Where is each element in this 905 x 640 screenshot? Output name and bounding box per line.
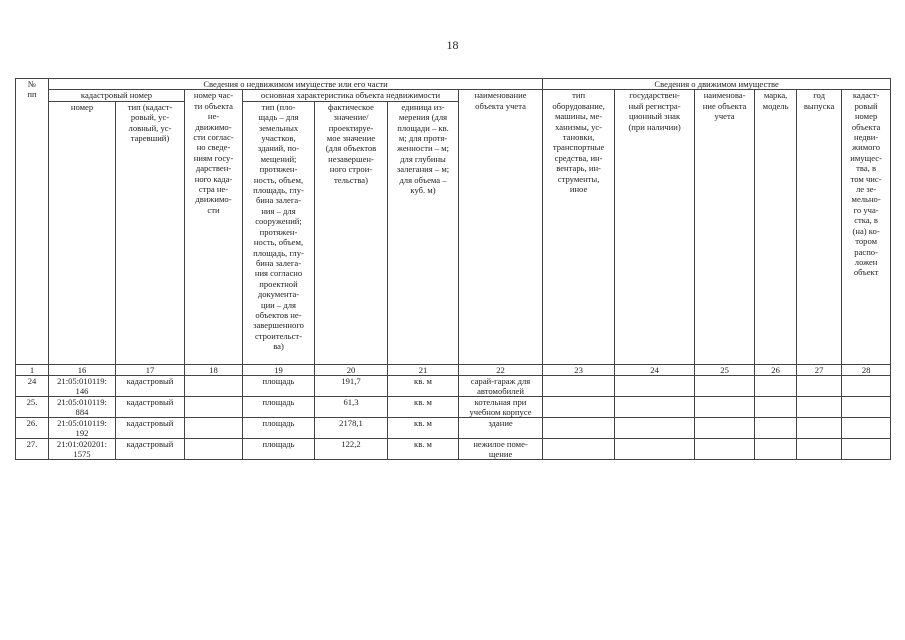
column-number: 16 xyxy=(49,364,116,375)
empty-cell xyxy=(615,417,695,438)
column-number: 1 xyxy=(16,364,49,375)
cadastral-number: 21:05:010119: 146 xyxy=(49,375,116,396)
empty-cell xyxy=(755,396,797,417)
empty-cell xyxy=(755,375,797,396)
column-number: 28 xyxy=(842,364,891,375)
object-name: здание xyxy=(459,417,543,438)
empty-cell xyxy=(695,438,755,459)
empty-cell xyxy=(842,396,891,417)
empty-cell xyxy=(755,417,797,438)
characteristic-type: площадь xyxy=(243,396,315,417)
unit: кв. м xyxy=(388,396,459,417)
empty-cell xyxy=(797,438,842,459)
column-number: 22 xyxy=(459,364,543,375)
row-no: 27. xyxy=(16,438,49,459)
table-row xyxy=(16,438,891,459)
cadastral-number-header: кадастровый номер xyxy=(49,90,185,101)
page-number: 18 xyxy=(446,38,459,52)
empty-cell xyxy=(615,396,695,417)
column-number: 17 xyxy=(116,364,185,375)
characteristic-type: площадь xyxy=(243,375,315,396)
empty-cell xyxy=(695,375,755,396)
part-number xyxy=(185,396,243,417)
characteristic-type: площадь xyxy=(243,417,315,438)
number-header: номер xyxy=(49,101,116,364)
column-number: 19 xyxy=(243,364,315,375)
empty-cell xyxy=(543,417,615,438)
part-number xyxy=(185,375,243,396)
brand-model-header: марка, модель xyxy=(755,90,797,364)
unit: кв. м xyxy=(388,417,459,438)
cadastral-type: кадастровый xyxy=(116,375,185,396)
empty-cell xyxy=(842,375,891,396)
group-movable-property-header: Сведения о движимом имуществе xyxy=(543,79,891,90)
row-no: 25. xyxy=(16,396,49,417)
part-number xyxy=(185,417,243,438)
empty-cell xyxy=(543,438,615,459)
characteristic-value: 2178,1 xyxy=(315,417,388,438)
unit: кв. м xyxy=(388,375,459,396)
column-number: 27 xyxy=(797,364,842,375)
column-numbers-row xyxy=(16,364,891,375)
characteristic-type: площадь xyxy=(243,438,315,459)
row-no: 24 xyxy=(16,375,49,396)
column-number: 18 xyxy=(185,364,243,375)
object-name: сарай-гараж для автомобилей xyxy=(459,375,543,396)
row-no: 26. xyxy=(16,417,49,438)
table-row xyxy=(16,417,891,438)
main-characteristic-header: основная характеристика объекта недвижимости xyxy=(243,90,459,101)
empty-cell xyxy=(615,375,695,396)
cadastral-type: кадастровый xyxy=(116,396,185,417)
empty-cell xyxy=(797,417,842,438)
table-row xyxy=(16,396,891,417)
cadastral-number: 21:05:010119: 884 xyxy=(49,396,116,417)
unit-header: единица из- мерения (для площади – кв. м; для протя- женности – м; для глубины залегания – м; для объема – куб. м) xyxy=(388,101,459,364)
empty-cell xyxy=(797,396,842,417)
column-number: 24 xyxy=(615,364,695,375)
empty-cell xyxy=(755,438,797,459)
cadastral-number: 21:05:010119: 192 xyxy=(49,417,116,438)
empty-cell xyxy=(842,438,891,459)
object-name: нежилое поме- щение xyxy=(459,438,543,459)
empty-cell xyxy=(615,438,695,459)
part-number xyxy=(185,438,243,459)
characteristic-value: 122,2 xyxy=(315,438,388,459)
characteristic-value: 61,3 xyxy=(315,396,388,417)
column-number: 20 xyxy=(315,364,388,375)
empty-cell xyxy=(543,396,615,417)
empty-cell xyxy=(695,396,755,417)
cadastral-number: 21:01:020201: 1575 xyxy=(49,438,116,459)
year-header: год выпуска xyxy=(797,90,842,364)
cadastral-type: кадастровый xyxy=(116,417,185,438)
empty-cell xyxy=(695,417,755,438)
state-reg-sign-header: государствен- ный регистра- ционный знак (при наличии) xyxy=(615,90,695,364)
actual-value-header: фактическое значение/ проектируе- мое значение (для объектов незавершен- ного строи- тельства) xyxy=(315,101,388,364)
characteristic-value: 191,7 xyxy=(315,375,388,396)
empty-cell xyxy=(797,375,842,396)
property-register-table xyxy=(15,78,891,460)
object-name-header: наименование объекта учета xyxy=(459,90,543,364)
column-number: 26 xyxy=(755,364,797,375)
col-no-header: № пп xyxy=(16,79,49,365)
type-header: тип (кадаст- ровый, ус- ловный, ус- таревший) xyxy=(116,101,185,364)
accounting-name-header: наименова- ние объекта учета xyxy=(695,90,755,364)
cadastral-location-header: кадаст- ровый номер объекта недви- жимого имущес- тва, в том чис- ле зе- мельно- го уча- стка, в (на) ко- тором распо- ложен объект xyxy=(842,90,891,364)
group-real-property-header: Сведения о недвижимом имуществе или его части xyxy=(49,79,543,90)
column-number: 23 xyxy=(543,364,615,375)
char-type-header: тип (пло- щадь – для земельных участков, зданий, по- мещений; протяжен- ность, объем, площадь, глу- бина залега- ния – для сооружений; протяжен- ность, объем, площадь, глу- бина залега- ния согласно проектной документа- ции – для объектов не- завершенного строительст- ва) xyxy=(243,101,315,364)
empty-cell xyxy=(543,375,615,396)
empty-cell xyxy=(842,417,891,438)
part-number-header: номер час- ти объекта не- движимо- сти соглас- но сведе- ниям госу- дарствен- ного када- стра не- движимо- сти xyxy=(185,90,243,364)
cadastral-type: кадастровый xyxy=(116,438,185,459)
object-name: котельная при учебном корпусе xyxy=(459,396,543,417)
column-number: 21 xyxy=(388,364,459,375)
column-number: 25 xyxy=(695,364,755,375)
equipment-type-header: тип оборудование, машины, ме- ханизмы, ус- тановки, транспортные средства, ин- вентарь, ин- струменты, иное xyxy=(543,90,615,364)
table-row xyxy=(16,375,891,396)
unit: кв. м xyxy=(388,438,459,459)
